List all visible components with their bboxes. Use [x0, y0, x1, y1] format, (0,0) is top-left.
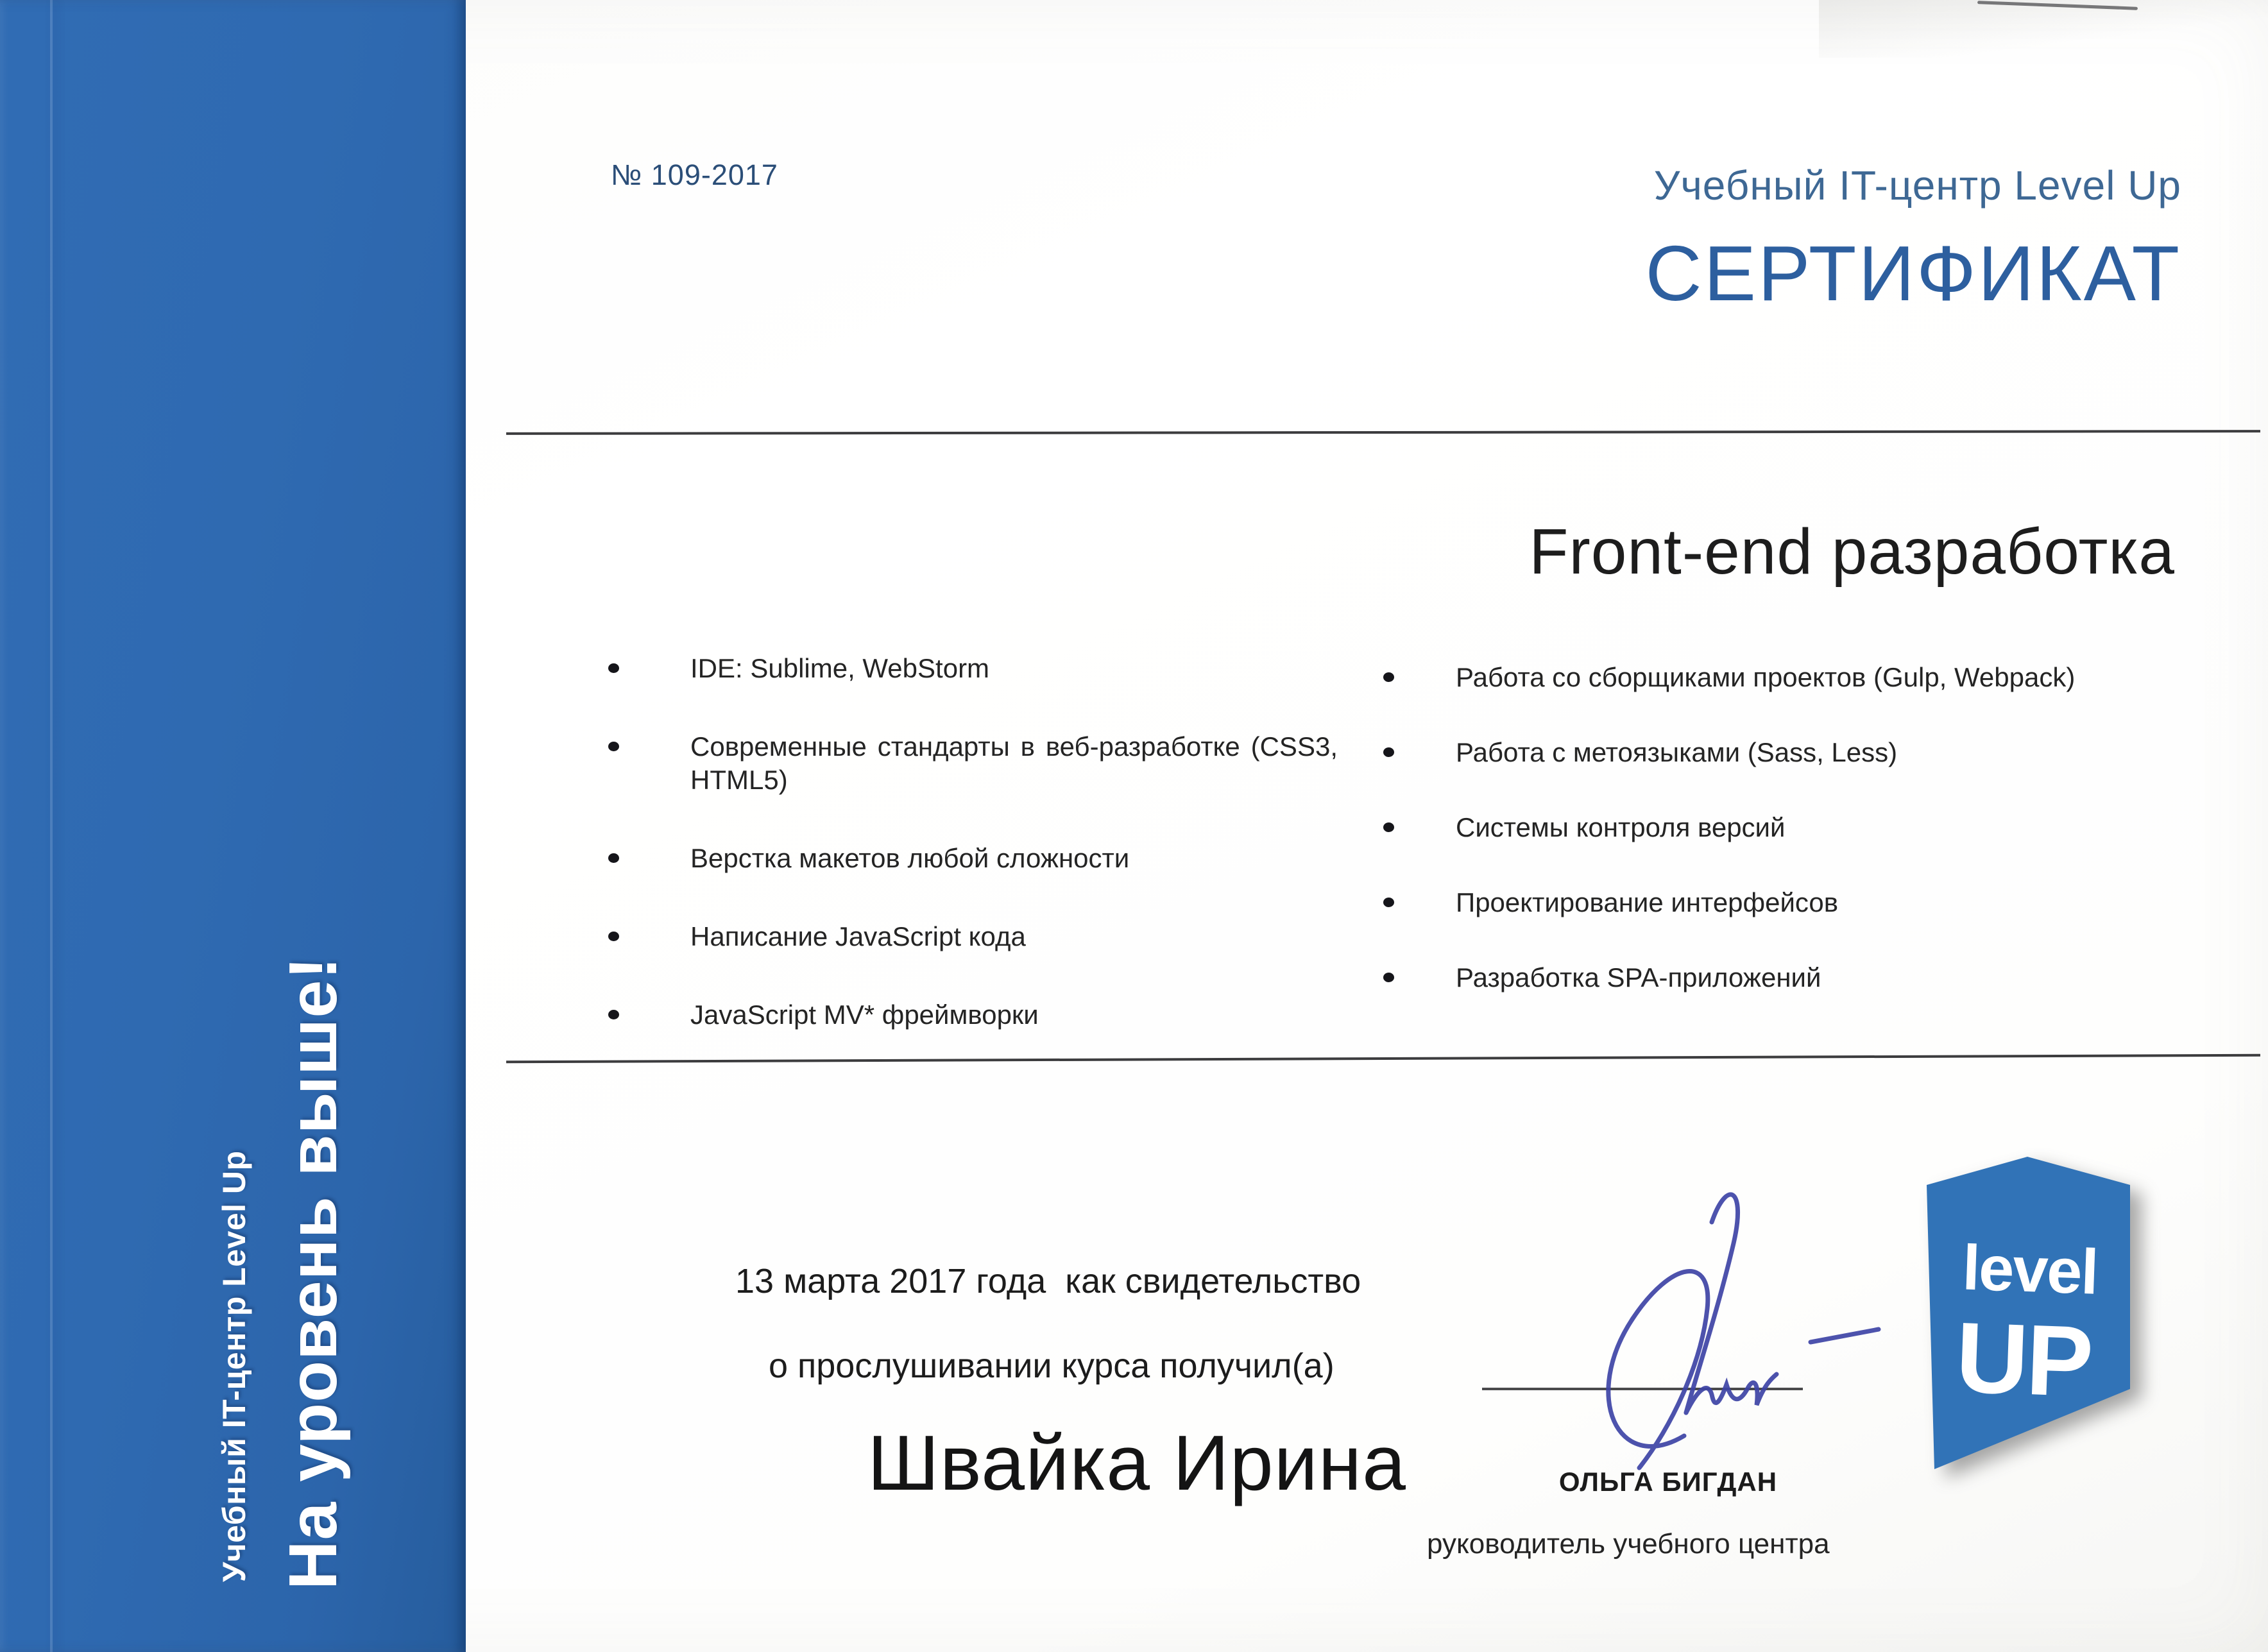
scan-artifact-mark	[1977, 1, 2138, 10]
topic-item: Верстка макетов любой сложности	[603, 842, 1338, 875]
signer-role: руководитель учебного центра	[1427, 1528, 1830, 1560]
spine-org-text: Учебный IT-центр Level Up	[216, 1150, 252, 1582]
scan-corner-shading	[1819, 0, 2268, 58]
topic-item: Проектирование интерфейсов	[1379, 886, 2233, 919]
org-name: Учебный IT-центр Level Up	[1653, 162, 2181, 209]
topic-item: Разработка SPA-приложений	[1379, 961, 2233, 994]
topics-list-left	[603, 652, 1338, 1077]
recipient-name: Швайка Ирина	[867, 1419, 1406, 1506]
spine-slogan-text: На уровень выше!	[275, 956, 351, 1590]
topic-item: IDE: Sublime, WebStorm	[603, 652, 1338, 685]
topic-item: JavaScript MV* фреймворки	[603, 998, 1338, 1032]
topic-item: Системы контроля версий	[1379, 811, 2233, 844]
topics-list-right	[1379, 661, 2233, 1036]
levelup-logo	[1896, 1145, 2153, 1517]
top-divider-rule	[506, 430, 2260, 435]
logo-text-level: level	[1961, 1231, 2099, 1307]
certificate-title: СЕРТИФИКАТ	[1645, 230, 2181, 317]
spine-fold-line	[50, 0, 53, 1652]
course-title: Front-end разработка	[1529, 516, 2175, 588]
certificate-number: № 109-2017	[611, 158, 778, 191]
cover-spine	[0, 0, 466, 1652]
course-completion-line: о прослушивании курса получил(а)	[769, 1347, 1334, 1385]
topic-item: Написание JavaScript кода	[603, 920, 1338, 953]
issue-date-line: 13 марта 2017 года как свидетельство	[735, 1262, 1361, 1300]
logo-text-up: UP	[1954, 1302, 2093, 1418]
topic-item: Работа с метоязыками (Sass, Less)	[1379, 736, 2233, 769]
topic-item: Современные стандарты в веб-разработке (CSS3, HTML5)	[603, 730, 1338, 797]
topic-item: Работа со сборщиками проектов (Gulp, Webpack)	[1379, 661, 2233, 694]
signer-name: ОЛЬГА БИГДАН	[1558, 1467, 1778, 1497]
